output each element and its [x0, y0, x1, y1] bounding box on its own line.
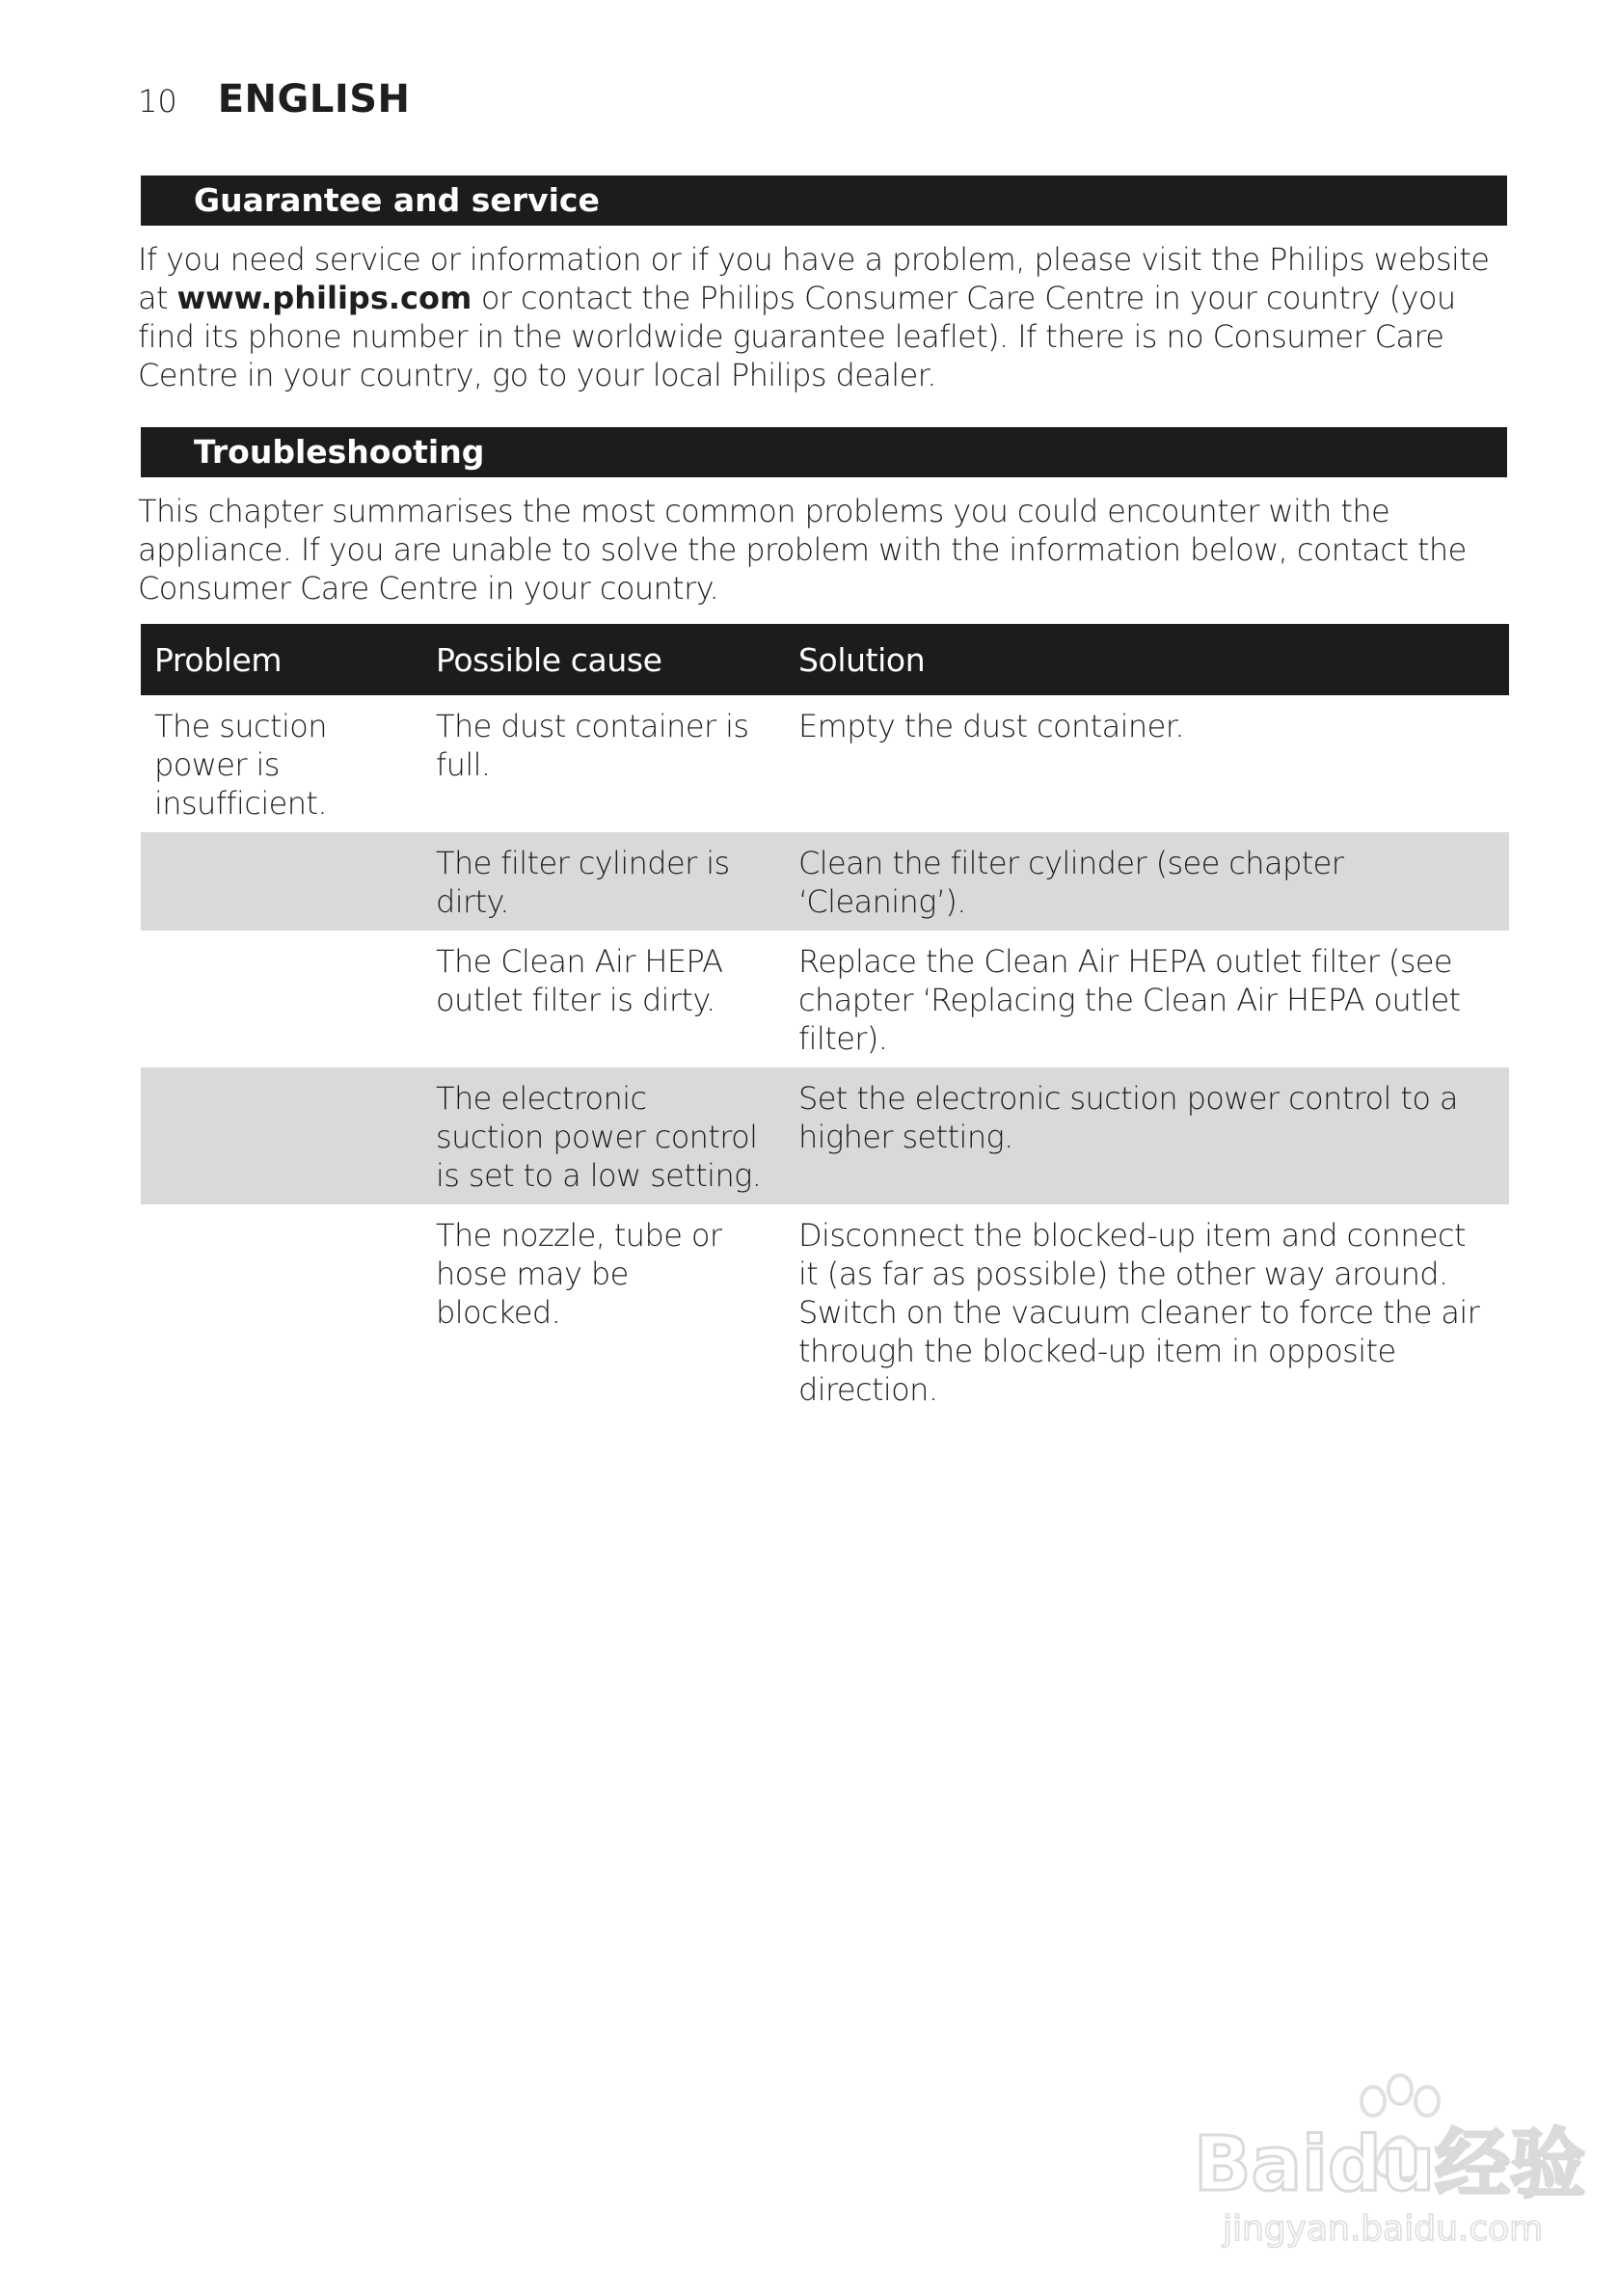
cause-cell: The Clean Air HEPA outlet filter is dirty.	[436, 943, 723, 1018]
cause-cell: The dust container is full.	[436, 708, 749, 783]
watermark-brand: Baidu经验	[1194, 2121, 1586, 2208]
philips-website-link[interactable]: www.philips.com	[176, 280, 472, 316]
guarantee-text-after: or contact the Philips Consumer Care Centre in your country (you find its phone number in the worldwide guarantee leaflet). If there is no Consumer Care Centre in your country, go to your local Philips dealer.	[138, 280, 1456, 393]
column-header-solution: Solution	[785, 624, 1509, 695]
troubleshooting-intro: This chapter summarises the most common problems you could encounter with the appliance. If you are unable to solve the problem with the information below, contact the Consumer Care Centre in your country.	[138, 493, 1467, 607]
problem-cell	[141, 1067, 422, 1204]
problem-cell	[141, 1204, 422, 1418]
problem-cell	[141, 931, 422, 1067]
problem-cell: The suction power is insufficient.	[154, 708, 327, 822]
section-title-troubleshooting: Troubleshooting	[141, 427, 1507, 477]
troubleshooting-table	[141, 624, 1509, 1418]
table-row	[141, 931, 1509, 1067]
baidu-watermark-logo	[1184, 2065, 1589, 2257]
section-title-guarantee: Guarantee and service	[141, 176, 1507, 226]
language-label: ENGLISH	[217, 77, 411, 122]
table-header-row	[141, 624, 1509, 695]
column-header-problem: Problem	[141, 624, 422, 695]
table-row	[141, 1204, 1509, 1418]
cause-cell: The electronic suction power control is set to a low setting.	[422, 1067, 785, 1204]
column-header-cause: Possible cause	[422, 624, 785, 695]
watermark-url: jingyan.baidu.com	[1223, 2209, 1544, 2249]
table-row	[141, 695, 1509, 832]
solution-cell: Replace the Clean Air HEPA outlet filter (see chapter ‘Replacing the Clean Air HEPA outlet filter).	[798, 943, 1461, 1057]
cause-cell: The nozzle, tube or hose may be blocked.	[436, 1217, 722, 1331]
solution-cell: Clean the filter cylinder (see chapter ‘Cleaning’).	[785, 832, 1509, 931]
cause-cell: The filter cylinder is dirty.	[422, 832, 785, 931]
table-row	[141, 1067, 1509, 1204]
solution-cell: Set the electronic suction power control to a higher setting.	[785, 1067, 1509, 1204]
solution-cell: Disconnect the blocked-up item and connect it (as far as possible) the other way around. Switch on the vacuum cleaner to force the air through the blocked-up item in opposite direction.	[798, 1217, 1480, 1408]
problem-cell	[141, 832, 422, 931]
page-number: 10	[138, 83, 177, 120]
solution-cell: Empty the dust container.	[798, 708, 1184, 744]
table-row	[141, 832, 1509, 931]
guarantee-text-before: If you need service or information or if you have a problem, please visit the Philips website at	[138, 241, 1490, 316]
guarantee-paragraph	[138, 240, 1507, 394]
page-header	[138, 77, 411, 131]
